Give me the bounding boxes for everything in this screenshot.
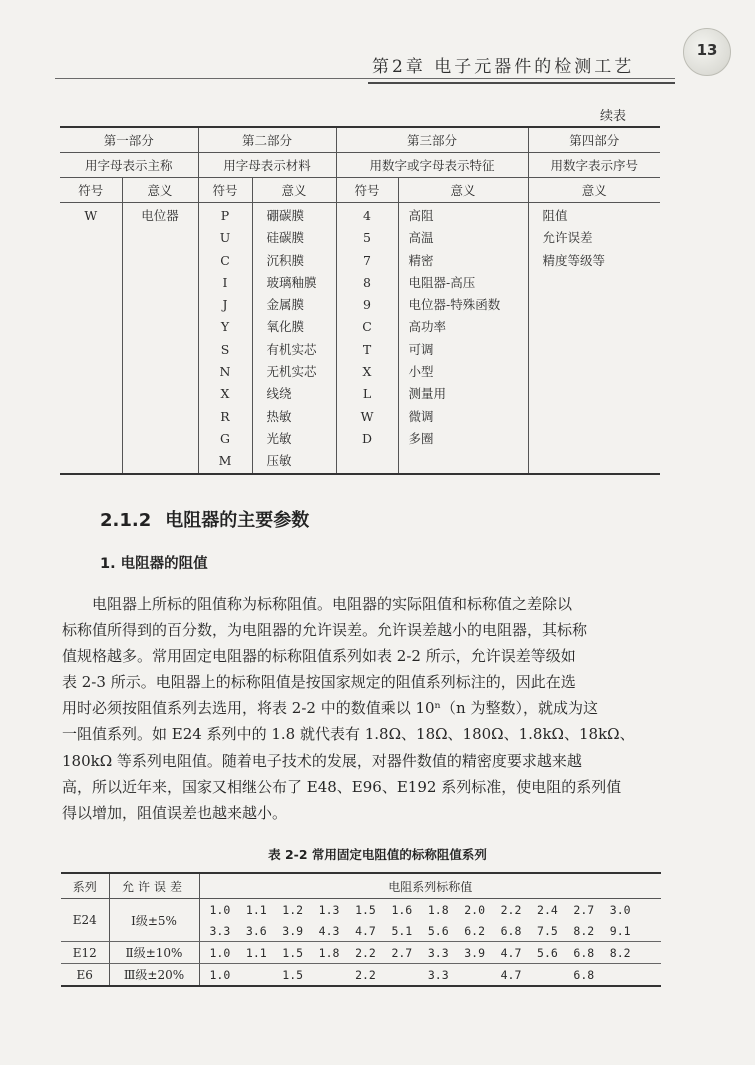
series-value: 1.3 bbox=[318, 902, 340, 917]
list-item: 电位器 bbox=[141, 208, 179, 223]
series-value: 6.8 bbox=[573, 945, 595, 960]
series-value: 2.0 bbox=[464, 902, 486, 917]
series-value: 4.7 bbox=[500, 967, 522, 982]
tolerance: Ⅱ级±10% bbox=[109, 942, 199, 964]
series-value: 4.7 bbox=[500, 945, 522, 960]
list-item: 微调 bbox=[408, 408, 434, 424]
column-header: 意义 bbox=[252, 178, 336, 203]
page-number: 13 bbox=[696, 41, 718, 59]
list-item: 氧化膜 bbox=[266, 319, 305, 335]
table-caption: 表 2-2 常用固定电阻值的标称阻值系列 bbox=[268, 847, 487, 862]
list-item: 光敏 bbox=[266, 430, 292, 446]
list-item: W bbox=[84, 208, 98, 223]
list-item: 无机实芯 bbox=[266, 364, 317, 380]
series-value: 8.2 bbox=[573, 923, 595, 938]
series-value: 1.5 bbox=[282, 945, 304, 960]
series-value: 2.2 bbox=[500, 902, 522, 917]
list-item: 电位器-特殊函数 bbox=[408, 297, 501, 313]
series-value: 4.3 bbox=[318, 923, 340, 938]
series-name: E12 bbox=[61, 942, 109, 964]
list-item: 允许误差 bbox=[542, 230, 593, 246]
list-item: 高阻 bbox=[408, 208, 434, 223]
series-value: 1.0 bbox=[209, 945, 231, 960]
paragraph-line: 一阻值系列。如 E24 系列中的 1.8 就代表有 1.8Ω、18Ω、180Ω、1.8kΩ、18kΩ、 bbox=[62, 725, 635, 744]
paragraph-line: 电阻器上所标的阻值称为标称阻值。电阻器的实际阻值和标称值之差除以 bbox=[92, 595, 573, 613]
series-value: 2.7 bbox=[573, 902, 595, 917]
part-header: 第一部分 bbox=[60, 127, 198, 153]
part-description: 用字母表示主称 bbox=[60, 153, 198, 178]
part4-meanings bbox=[528, 203, 660, 474]
section-heading bbox=[100, 506, 309, 532]
column-header: 系列 bbox=[61, 873, 109, 899]
list-item: 阻值 bbox=[542, 208, 568, 223]
resistance-series-table bbox=[61, 872, 661, 987]
column-header: 允许误差 bbox=[109, 873, 199, 899]
continuation-label: 续表 bbox=[600, 109, 627, 124]
series-values bbox=[199, 920, 661, 942]
section-title: 电阻器的主要参数 bbox=[165, 510, 310, 531]
list-item: 测量用 bbox=[408, 386, 447, 402]
paragraph-line: 180kΩ 等系列电阻值。随着电子技术的发展，对器件数值的精密度要求越来越 bbox=[62, 751, 582, 770]
list-item: 硅碳膜 bbox=[266, 230, 305, 246]
series-value: 1.6 bbox=[391, 902, 413, 917]
resistor-code-table bbox=[60, 126, 660, 475]
chapter-header: 第2章 电子元器件的检测工艺 bbox=[372, 57, 635, 77]
part-header: 第三部分 bbox=[336, 127, 528, 153]
series-value: 3.3 bbox=[427, 967, 449, 982]
part3-symbols bbox=[336, 203, 398, 474]
series-value: 9.1 bbox=[609, 923, 631, 938]
list-item: 电阻器-高压 bbox=[408, 274, 476, 290]
page-number-badge bbox=[683, 28, 731, 76]
list-item: 玻璃釉膜 bbox=[266, 274, 317, 290]
series-values bbox=[199, 964, 661, 987]
list-item: D bbox=[361, 430, 373, 446]
list-item: 4 bbox=[363, 208, 371, 223]
series-value: 5.6 bbox=[427, 923, 449, 938]
series-value: 1.1 bbox=[245, 945, 267, 960]
list-item: 可调 bbox=[408, 341, 434, 357]
list-item: 压敏 bbox=[266, 453, 292, 469]
series-name: E24 bbox=[61, 899, 109, 942]
list-item: N bbox=[219, 364, 231, 380]
part-description: 用数字表示序号 bbox=[528, 153, 660, 178]
list-item: 高温 bbox=[408, 230, 434, 246]
series-value: 1.0 bbox=[209, 967, 231, 982]
list-item: P bbox=[220, 208, 230, 223]
list-item: 小型 bbox=[408, 364, 434, 380]
list-item: 热敏 bbox=[266, 408, 292, 424]
tolerance: Ⅰ级±5% bbox=[109, 899, 199, 942]
series-value: 1.1 bbox=[245, 902, 267, 917]
series-value: 2.4 bbox=[537, 902, 558, 917]
part3-meanings bbox=[398, 203, 528, 474]
part2-meanings bbox=[252, 203, 336, 474]
series-value: 1.2 bbox=[282, 902, 304, 917]
list-item: 有机实芯 bbox=[266, 341, 317, 357]
part-description: 用字母表示材料 bbox=[198, 153, 336, 178]
list-item: 硼碳膜 bbox=[266, 208, 305, 223]
paragraph-line: 表 2-3 所示。电阻器上的标称阻值是按国家规定的阻值系列标注的，因此在选 bbox=[62, 673, 576, 692]
series-value: 1.5 bbox=[282, 967, 304, 982]
list-item: J bbox=[222, 297, 228, 313]
part2-symbols bbox=[198, 203, 252, 474]
list-item: 5 bbox=[363, 230, 371, 246]
series-value: 6.8 bbox=[573, 967, 595, 982]
series-value: 2.2 bbox=[355, 967, 376, 982]
series-value: 2.2 bbox=[355, 945, 376, 960]
series-values bbox=[199, 942, 661, 964]
series-value: 6.8 bbox=[500, 923, 522, 938]
series-value: 4.7 bbox=[355, 923, 376, 938]
list-item: I bbox=[222, 274, 228, 290]
series-value: 3.9 bbox=[282, 923, 304, 938]
body-paragraph bbox=[62, 591, 664, 826]
part-header: 第二部分 bbox=[198, 127, 336, 153]
column-header: 符号 bbox=[60, 178, 122, 203]
list-item: 精密 bbox=[408, 252, 434, 268]
series-value: 3.3 bbox=[209, 923, 231, 938]
series-value: 6.2 bbox=[464, 923, 486, 938]
part1-symbols bbox=[60, 203, 122, 474]
paragraph-line: 值规格越多。常用固定电阻器的标称阻值系列如表 2-2 所示，允许误差等级如 bbox=[62, 647, 576, 666]
list-item: T bbox=[362, 341, 372, 357]
list-item: Y bbox=[220, 319, 230, 335]
series-name: E6 bbox=[61, 964, 109, 987]
list-item: 金属膜 bbox=[266, 297, 305, 313]
list-item: L bbox=[362, 386, 372, 402]
series-values bbox=[199, 899, 661, 921]
list-item: 8 bbox=[363, 274, 371, 290]
column-header: 符号 bbox=[336, 178, 398, 203]
column-header: 电阻系列标称值 bbox=[199, 873, 661, 899]
header-rule bbox=[55, 78, 675, 79]
list-item: X bbox=[362, 364, 372, 380]
list-item: U bbox=[219, 230, 231, 246]
list-item: W bbox=[360, 408, 374, 424]
list-item: 沉积膜 bbox=[266, 252, 305, 268]
list-item: 9 bbox=[363, 297, 371, 313]
paragraph-line: 标称值所得到的百分数，为电阻器的允许误差。允许误差越小的电阻器，其标称 bbox=[62, 621, 588, 640]
part1-meanings bbox=[122, 203, 198, 474]
series-value: 1.8 bbox=[318, 945, 340, 960]
list-item: S bbox=[220, 341, 230, 357]
series-value: 3.9 bbox=[464, 945, 486, 960]
header-rule-thick bbox=[368, 82, 675, 84]
subsection-heading: 1. 电阻器的阻值 bbox=[100, 556, 208, 572]
list-item: R bbox=[220, 408, 230, 424]
list-item: X bbox=[220, 386, 230, 402]
tolerance: Ⅲ级±20% bbox=[109, 964, 199, 987]
series-value: 1.8 bbox=[427, 902, 449, 917]
series-value: 3.3 bbox=[427, 945, 449, 960]
part-description: 用数字或字母表示特征 bbox=[336, 153, 528, 178]
series-value: 3.0 bbox=[609, 902, 631, 917]
column-header: 意义 bbox=[122, 178, 198, 203]
section-number: 2.1.2 bbox=[100, 510, 152, 531]
list-item: G bbox=[220, 430, 230, 446]
list-item: M bbox=[218, 453, 232, 469]
paragraph-line: 高，所以近年来，国家又相继公布了 E48、E96、E192 系列标准，使电阻的系列值 bbox=[62, 777, 622, 796]
list-item: 精度等级等 bbox=[542, 252, 606, 268]
part-header: 第四部分 bbox=[528, 127, 660, 153]
paragraph-line: 得以增加，阻值误差也越来越小。 bbox=[62, 803, 288, 822]
list-item: 线绕 bbox=[266, 386, 292, 402]
column-header: 意义 bbox=[528, 178, 660, 203]
series-value: 8.2 bbox=[609, 945, 631, 960]
series-value: 1.0 bbox=[209, 902, 231, 917]
column-header: 符号 bbox=[198, 178, 252, 203]
paragraph-line: 用时必须按阻值系列去选用，将表 2-2 中的数值乘以 10ⁿ（n 为整数），就成为这 bbox=[62, 699, 598, 718]
list-item: 7 bbox=[363, 252, 371, 268]
list-item: 高功率 bbox=[408, 319, 447, 335]
list-item: 多圈 bbox=[408, 430, 434, 446]
series-value: 5.1 bbox=[391, 923, 413, 938]
series-value: 7.5 bbox=[537, 923, 558, 938]
series-value: 3.6 bbox=[245, 923, 267, 938]
series-value: 1.5 bbox=[355, 902, 376, 917]
series-value: 2.7 bbox=[391, 945, 413, 960]
series-value: 5.6 bbox=[537, 945, 558, 960]
list-item: C bbox=[220, 252, 230, 268]
column-header: 意义 bbox=[398, 178, 528, 203]
list-item: C bbox=[362, 319, 372, 335]
